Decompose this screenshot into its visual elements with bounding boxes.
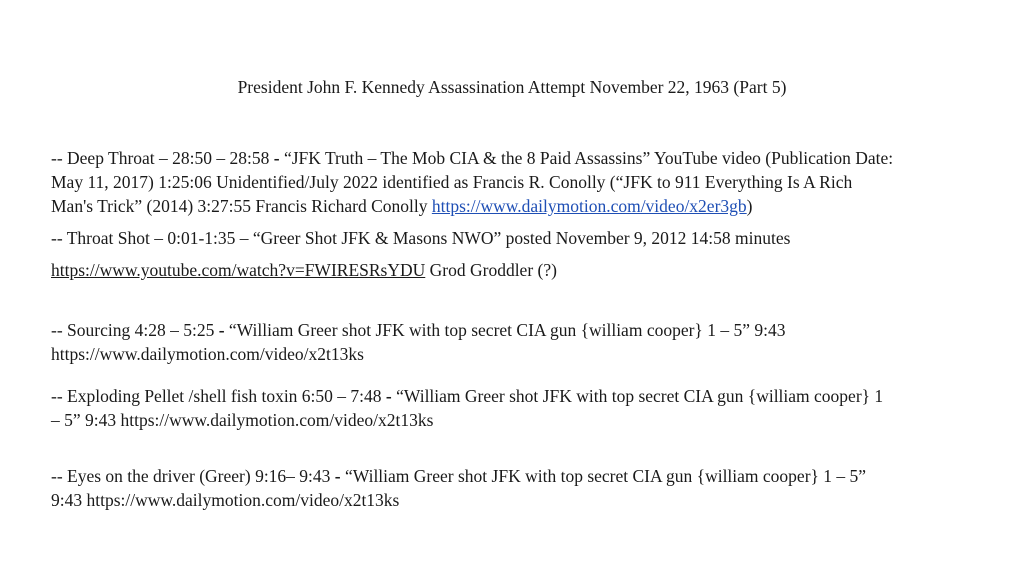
- entry-line: – 5” 9:43 https://www.dailymotion.com/video/x2t13ks: [51, 410, 434, 430]
- entry-dash: -: [385, 386, 392, 406]
- entry-text: “JFK Truth – The Mob CIA & the 8 Paid Assassins” YouTube video (Publication Date:: [279, 148, 894, 168]
- entry-line: 9:43 https://www.dailymotion.com/video/x2t13ks: [51, 490, 400, 510]
- entry-text: -- Eyes on the driver (Greer) 9:16– 9:43: [51, 466, 335, 486]
- entry-line: -- Throat Shot – 0:01-1:35 – “Greer Shot JFK & Masons NWO” posted November 9, 2012 14:58 minutes: [51, 228, 791, 248]
- entry-throat-shot: [51, 226, 991, 250]
- entry-dash: -: [273, 148, 280, 168]
- entry-text: “William Greer shot JFK with top secret CIA gun {william cooper} 1 – 5” 9:43: [224, 320, 786, 340]
- slide-title: President John F. Kennedy Assassination Attempt November 22, 1963 (Part 5): [237, 77, 787, 97]
- entry-text: -- Sourcing 4:28 – 5:25: [51, 320, 219, 340]
- entry-dash: -: [218, 320, 225, 340]
- entry-eyes-on-driver: [51, 464, 991, 512]
- entry-text: Grod Groddler (?): [425, 260, 557, 280]
- entry-throat-shot-link-line: [51, 258, 991, 282]
- entry-text: “William Greer shot JFK with top secret CIA gun {william cooper} 1 – 5”: [340, 466, 867, 486]
- entry-exploding-pellet: [51, 384, 991, 432]
- entry-text: “William Greer shot JFK with top secret CIA gun {william cooper} 1: [391, 386, 884, 406]
- entry-dash: -: [334, 466, 341, 486]
- entry-text: ): [746, 196, 753, 216]
- youtube-link[interactable]: https://www.youtube.com/watch?v=FWIRESRsYDU: [51, 260, 426, 280]
- entry-line: [51, 318, 991, 342]
- entry-line: [51, 146, 991, 170]
- entry-deep-throat: [51, 146, 991, 218]
- entry-text: Man's Trick” (2014) 3:27:55 Francis Richard Conolly: [51, 196, 432, 216]
- entry-line: [51, 464, 991, 488]
- entry-line: May 11, 2017) 1:25:06 Unidentified/July 2022 identified as Francis R. Conolly (“JFK to 911 Everything Is A Rich: [51, 172, 853, 192]
- entry-line: [51, 384, 991, 408]
- entry-line: [51, 258, 991, 282]
- entry-url: https://www.dailymotion.com/video/x2t13ks: [51, 344, 364, 364]
- dailymotion-link[interactable]: https://www.dailymotion.com/video/x2er3gb: [431, 196, 747, 216]
- entry-text: -- Exploding Pellet /shell fish toxin 6:50 – 7:48: [51, 386, 386, 406]
- entry-sourcing: [51, 318, 991, 366]
- entry-text: -- Deep Throat – 28:50 – 28:58: [51, 148, 274, 168]
- entry-line: [51, 194, 991, 218]
